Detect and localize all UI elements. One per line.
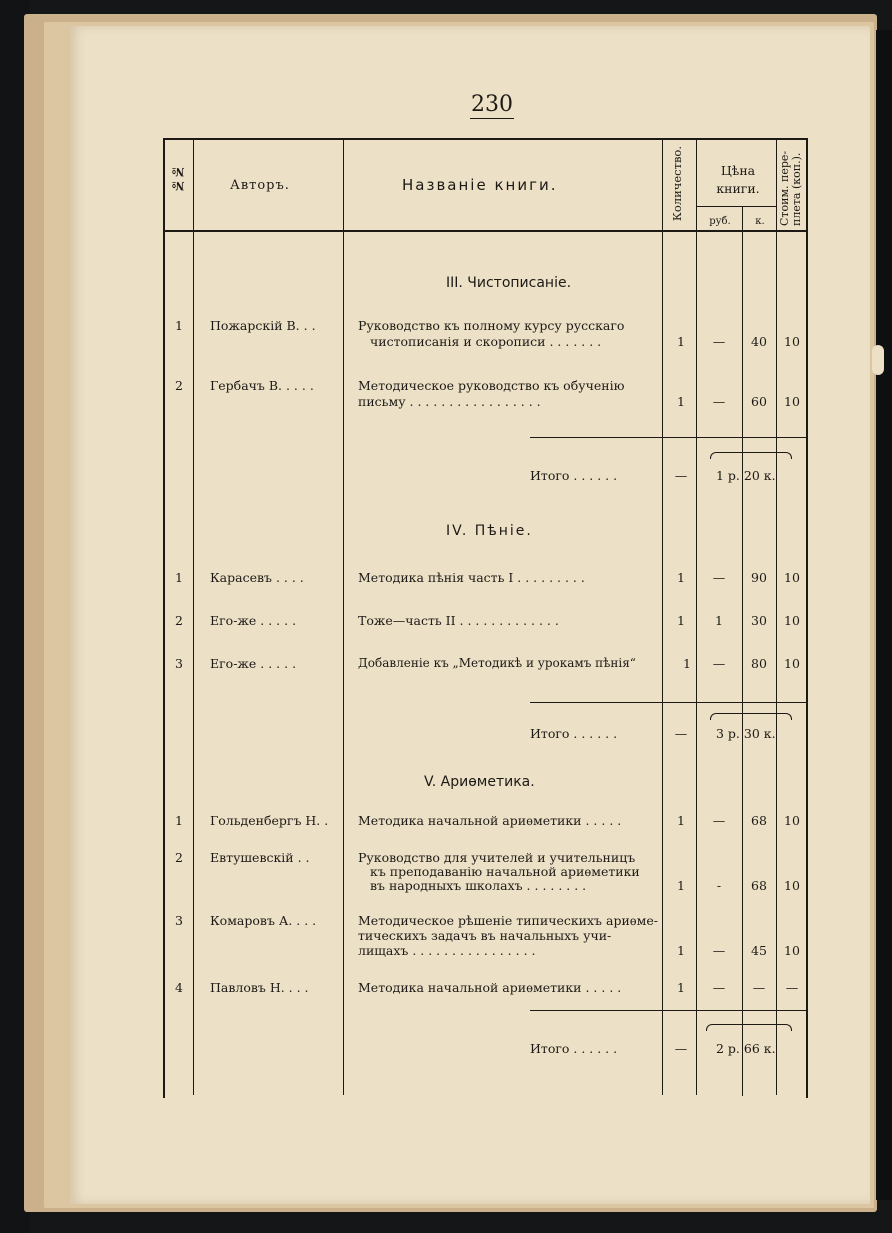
row-binding: 10	[784, 334, 800, 349]
row-rub: —	[712, 334, 726, 349]
row-rub: —	[712, 570, 726, 585]
total-sum: 2 р. 66 к.	[716, 1041, 776, 1056]
total-brace	[710, 713, 792, 720]
row-qty: 1	[677, 878, 685, 893]
row-author: Гербачъ В. . . . .	[210, 378, 314, 393]
row-author: Его-же . . . . .	[210, 656, 297, 671]
row-rub: —	[712, 813, 726, 828]
total-brace	[706, 1024, 792, 1031]
scan-background-right	[876, 30, 892, 1200]
row-kop: 68	[751, 878, 767, 893]
row-qty: 1	[677, 813, 685, 828]
total-qty: —	[674, 1041, 688, 1056]
row-author: Павловъ Н. . . .	[210, 980, 309, 995]
row-title-line: Методика начальной ариѳметики . . . . .	[358, 813, 622, 828]
row-binding: —	[785, 980, 799, 995]
row-qty: 1	[677, 980, 685, 995]
row-author: Карасевъ . . . .	[210, 570, 304, 585]
header-bottom-border	[163, 230, 808, 232]
row-rub: 1	[715, 613, 723, 628]
price-subheader-line	[696, 206, 776, 207]
row-binding: 10	[784, 394, 800, 409]
section-heading: III. Чистописаніе.	[446, 275, 572, 291]
row-title-line: къ преподаванію начальной ариѳметики	[370, 864, 640, 879]
col-line-rub	[742, 206, 743, 1096]
row-num: 1	[175, 813, 183, 828]
total-label: Итого . . . . . .	[530, 726, 618, 741]
row-binding: 10	[784, 943, 800, 958]
row-kop: 68	[751, 813, 767, 828]
row-binding: 10	[784, 656, 800, 671]
row-title-line: тическихъ задачъ въ начальныхъ учи-	[358, 928, 612, 943]
row-title-line: письму . . . . . . . . . . . . . . . . .	[358, 394, 541, 409]
header-author: Авторъ.	[230, 178, 290, 193]
row-num: 3	[175, 656, 183, 671]
row-binding: 10	[784, 878, 800, 893]
col-line-title	[662, 140, 663, 1095]
total-sum: 1 р. 20 к.	[716, 468, 776, 483]
header-price-rub: руб.	[709, 216, 731, 227]
row-rub: —	[712, 943, 726, 958]
row-title-line: Руководство для учителей и учительницъ	[358, 850, 636, 865]
row-num: 2	[175, 613, 183, 628]
total-label: Итого . . . . . .	[530, 1041, 618, 1056]
row-qty: 1	[677, 613, 685, 628]
row-rub: —	[712, 656, 726, 671]
row-binding: 10	[784, 570, 800, 585]
row-kop: 30	[751, 613, 767, 628]
col-line-author	[343, 140, 344, 1095]
total-label: Итого . . . . . .	[530, 468, 618, 483]
row-title-line: Методика начальной ариѳметики . . . . .	[358, 980, 622, 995]
row-num: 1	[175, 570, 183, 585]
row-binding: 10	[784, 813, 800, 828]
row-title-line: Методическое рѣшеніе типическихъ ариѳме-	[358, 913, 659, 928]
row-title-line: чистописанія и скорописи . . . . . . .	[370, 334, 602, 349]
row-title-line: Методика пѣнія часть I . . . . . . . . .	[358, 570, 585, 585]
row-author: Его-же . . . . .	[210, 613, 297, 628]
row-kop: 40	[751, 334, 767, 349]
row-binding: 10	[784, 613, 800, 628]
row-rub: —	[712, 394, 726, 409]
row-num: 1	[175, 318, 183, 333]
table-top-border	[163, 138, 808, 140]
row-author: Пожарскій В. . .	[210, 318, 316, 333]
row-kop: —	[752, 980, 766, 995]
row-qty: 1	[683, 656, 691, 671]
total-sum: 3 р. 30 к.	[716, 726, 776, 741]
row-title-line: Тоже—часть II . . . . . . . . . . . . .	[358, 613, 559, 628]
row-num: 2	[175, 850, 183, 865]
row-title-line: Добавленіе къ „Методикѣ и урокамъ пѣнія“	[358, 656, 636, 670]
row-qty: 1	[677, 334, 685, 349]
header-price: Цѣна книги.	[716, 163, 760, 196]
row-num: 4	[175, 980, 183, 995]
row-num: 3	[175, 913, 183, 928]
row-kop: 80	[751, 656, 767, 671]
row-title-line: Руководство къ полному курсу русскаго	[358, 318, 625, 333]
row-author: Гольденбергъ Н. .	[210, 813, 329, 828]
row-qty: 1	[677, 570, 685, 585]
total-qty: —	[674, 726, 688, 741]
row-author: Комаровъ А. . . .	[210, 913, 317, 928]
row-num: 2	[175, 378, 183, 393]
row-rub: —	[712, 980, 726, 995]
section-heading: V. Ариѳметика.	[424, 774, 535, 790]
row-rub: -	[716, 878, 722, 893]
row-kop: 90	[751, 570, 767, 585]
total-brace	[710, 452, 792, 459]
row-author: Евтушевскій . .	[210, 850, 310, 865]
row-title-line: Методическое руководство къ обученію	[358, 378, 625, 393]
page-number: 230	[471, 92, 513, 117]
row-kop: 45	[751, 943, 767, 958]
total-rule	[530, 702, 806, 703]
row-title-line: лищахъ . . . . . . . . . . . . . . . .	[358, 943, 536, 958]
row-qty: 1	[677, 943, 685, 958]
header-price-kop: к.	[755, 216, 765, 227]
page-notch	[872, 345, 884, 375]
total-rule	[530, 1010, 806, 1011]
total-rule	[530, 437, 806, 438]
row-title-line: въ народныхъ школахъ . . . . . . . .	[370, 878, 587, 893]
row-kop: 60	[751, 394, 767, 409]
col-line-qty	[696, 140, 697, 1095]
total-qty: —	[674, 468, 688, 483]
header-binding: Стоим. пере-плета (коп.).	[778, 150, 803, 226]
header-num: №№	[171, 165, 185, 193]
header-title: Названіе книги.	[402, 176, 558, 194]
header-qty: Количество.	[670, 146, 684, 222]
section-heading: IV. Пѣніе.	[446, 523, 533, 539]
row-qty: 1	[677, 394, 685, 409]
